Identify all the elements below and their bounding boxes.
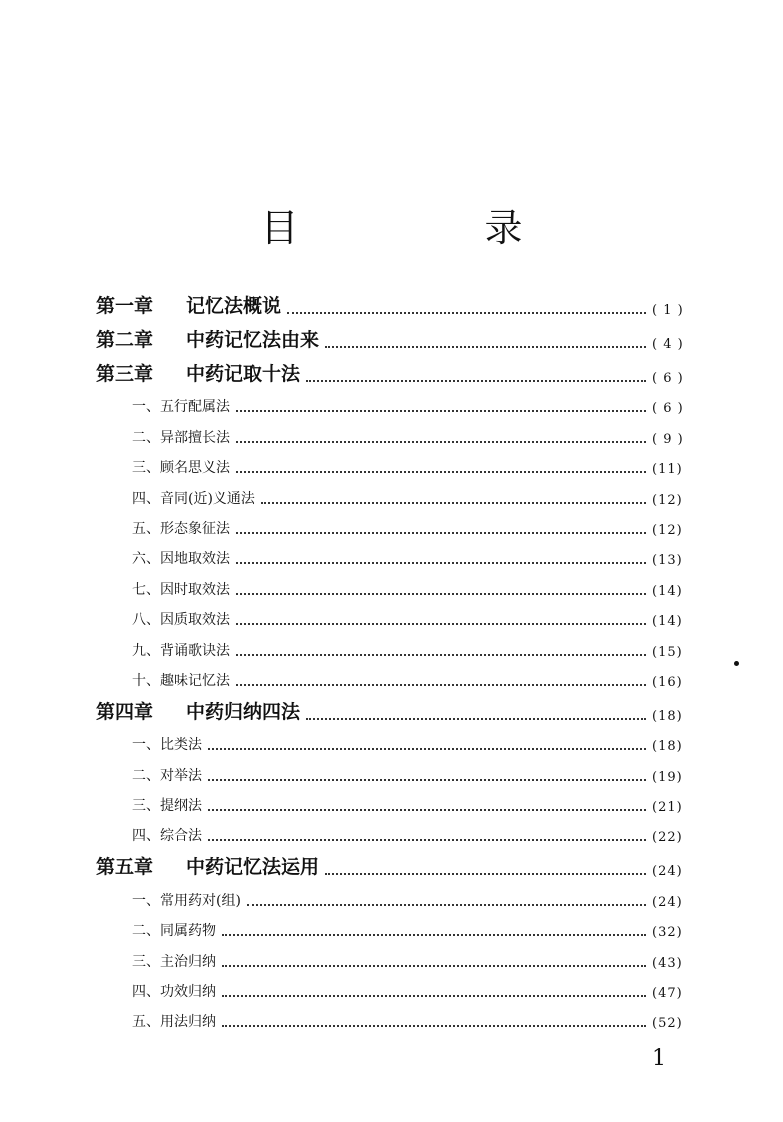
page-reference: (12) [652,492,683,508]
section-title: 三、提纲法 [132,798,202,815]
table-of-contents [96,284,696,1031]
toc-section-row [96,971,696,1001]
chapter-number: 第二章 [96,329,154,351]
section-title: 二、对举法 [132,767,202,784]
dot-leader [236,471,646,473]
dot-leader [325,346,646,348]
toc-section-row [96,538,696,568]
dot-leader [236,532,646,534]
dot-leader [222,934,646,936]
page-reference: ( 6 ) [652,401,684,417]
toc-section-row [96,754,696,784]
chapter-title: 中药记忆法由来 [186,329,320,351]
section-title: 四、音同(近)义通法 [132,490,255,507]
page-reference: ( 1 ) [652,303,684,318]
page-reference: (16) [652,674,683,690]
dot-leader [236,654,646,656]
toc-section-row [96,660,696,690]
page-reference: (24) [652,864,683,880]
dot-leader [236,410,646,412]
stray-ink-dot [734,661,739,666]
chapter-number: 第五章 [96,856,154,879]
page-reference: (11) [652,462,683,478]
toc-chapter-row [96,352,696,386]
dot-leader [222,1025,646,1027]
page-reference: ( 9 ) [652,431,684,447]
dot-leader [236,562,646,564]
toc-section-row [96,785,696,815]
dot-leader [306,718,646,720]
chapter-title: 中药记忆法运用 [186,856,320,879]
section-title: 三、主治归纳 [132,953,216,970]
toc-section-row [96,477,696,507]
page-reference: ( 6 ) [652,371,684,386]
toc-section-row [96,447,696,477]
section-title: 一、五行配属法 [132,399,230,416]
page-reference: (22) [652,830,683,846]
toc-chapter-row [96,318,696,352]
section-title: 十、趣味记忆法 [132,672,230,689]
section-title: 四、综合法 [132,828,202,845]
dot-leader [306,380,646,382]
section-title: 六、因地取效法 [132,551,230,568]
dot-leader [236,441,646,443]
dot-leader [208,809,646,811]
page-reference: (18) [652,739,683,755]
section-title: 八、因质取效法 [132,612,230,629]
page-reference: (14) [652,614,683,630]
page-reference: (24) [652,894,683,910]
chapter-title: 记忆法概说 [186,295,282,317]
toc-section-row [96,815,696,845]
section-title: 一、比类法 [132,737,202,754]
page-reference: (47) [652,986,683,1002]
dot-leader [208,748,646,750]
section-title: 四、功效归纳 [132,984,216,1001]
page-reference: (14) [652,583,683,599]
page-reference: (43) [652,955,683,971]
chapter-number: 第一章 [96,295,154,317]
toc-section-row [96,879,696,909]
section-title: 五、用法归纳 [132,1014,216,1031]
dot-leader [247,904,646,906]
page-reference: (15) [652,644,683,660]
page-reference: (32) [652,925,683,941]
page-reference: (52) [652,1016,683,1032]
chapter-title: 中药记取十法 [186,363,301,385]
chapter-number: 第四章 [96,700,154,723]
toc-section-row [96,724,696,754]
toc-section-row [96,940,696,970]
dot-leader [236,593,646,595]
section-title: 二、同属药物 [132,923,216,940]
section-title: 七、因时取效法 [132,581,230,598]
section-title: 一、常用药对(组) [132,892,241,909]
dot-leader [236,623,646,625]
dot-leader [208,779,646,781]
dot-leader [222,995,646,997]
page-reference: (13) [652,553,683,569]
page-reference: (12) [652,522,683,538]
toc-chapter-row [96,284,696,318]
section-title: 二、异部擅长法 [132,429,230,446]
page-reference: (19) [652,769,683,785]
page-reference: ( 4 ) [652,337,684,352]
toc-section-row [96,568,696,598]
page-title: 目 录 [260,206,597,251]
toc-section-row [96,629,696,659]
toc-chapter-row [96,690,696,724]
section-title: 九、背诵歌诀法 [132,642,230,659]
toc-chapter-row [96,845,696,879]
page-reference: (21) [652,800,683,816]
page-reference: (18) [652,708,683,724]
dot-leader [325,873,646,875]
toc-section-row [96,508,696,538]
dot-leader [287,312,646,314]
dot-leader [222,965,646,967]
chapter-title: 中药归纳四法 [186,700,301,723]
chapter-number: 第三章 [96,363,154,385]
page-number: 1 [652,1046,666,1071]
toc-section-row [96,910,696,940]
section-title: 三、顾名思义法 [132,460,230,477]
toc-section-row [96,416,696,446]
toc-section-row [96,386,696,416]
toc-section-row [96,1001,696,1031]
dot-leader [236,684,646,686]
toc-section-row [96,599,696,629]
dot-leader [208,839,646,841]
section-title: 五、形态象征法 [132,520,230,537]
dot-leader [261,502,646,504]
